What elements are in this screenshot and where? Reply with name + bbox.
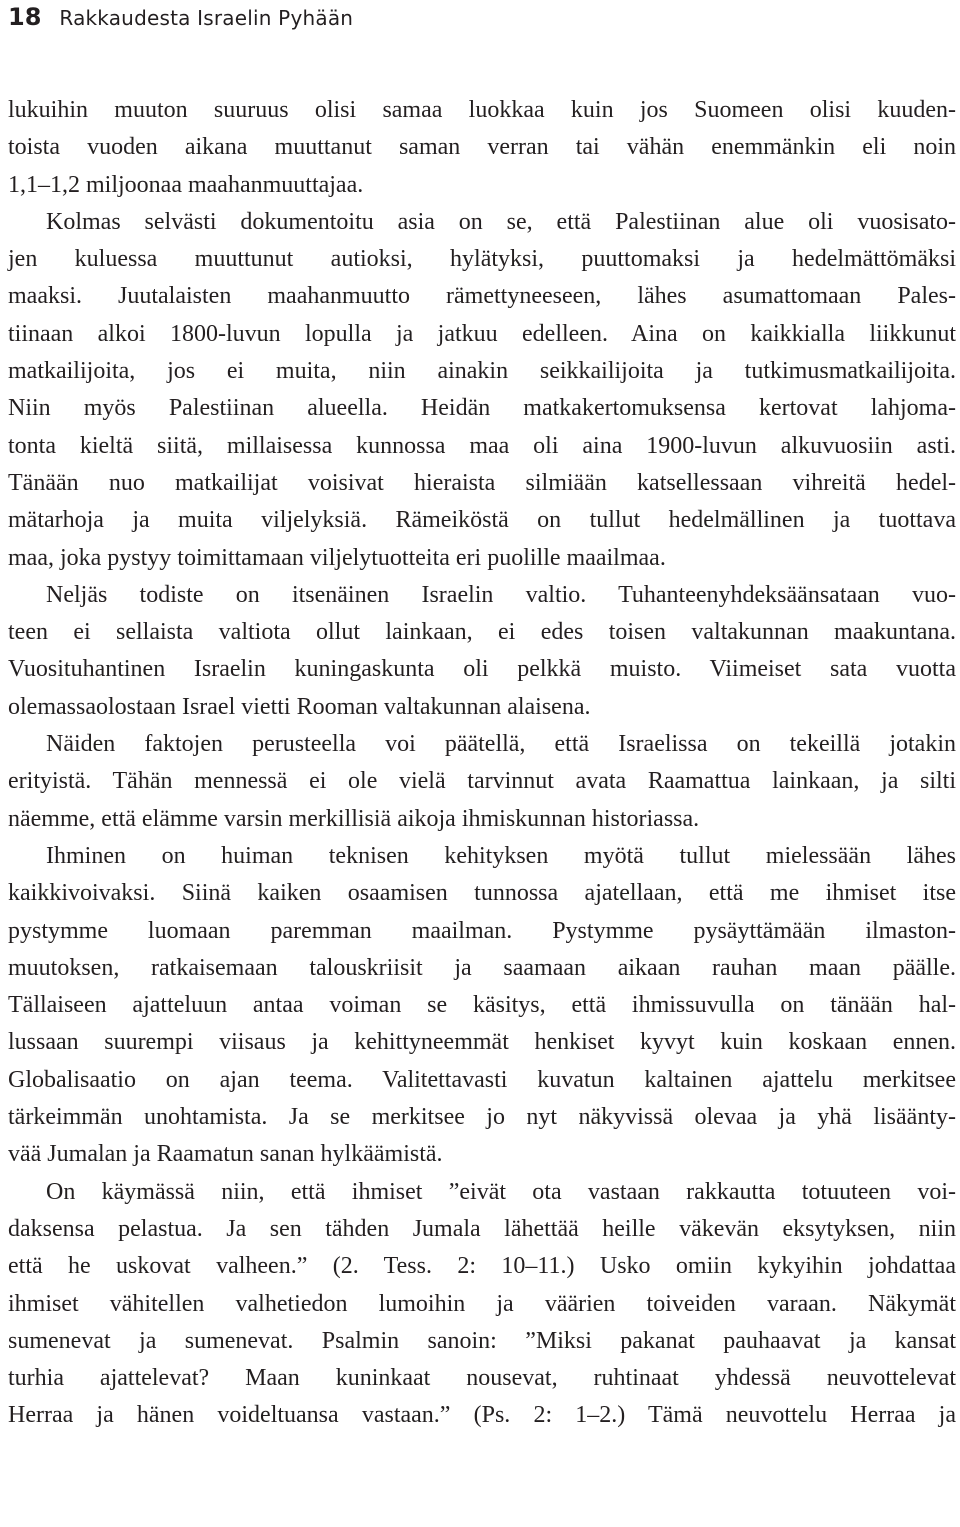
- text-line: muutoksen, ratkaisemaan talouskriisit ja saamaan aikaan rauhan maan päälle.: [8, 954, 956, 981]
- text-line: Tänään nuo matkailijat voisivat hieraista silmiään katsellessaan vihreitä hedel-: [8, 469, 956, 496]
- text-line: lukuihin muuton suuruus olisi samaa luokkaa kuin jos Suomeen olisi kuuden-: [8, 97, 956, 123]
- text-line: matkailijoita, jos ei muita, niin ainakin seikkailijoita ja tutkimusmatkailijoita.: [8, 358, 956, 385]
- running-title: Rakkaudesta Israelin Pyhään: [59, 6, 354, 30]
- page-number: 18: [8, 3, 42, 31]
- text-line: sumenevat ja sumenevat. Psalmin sanoin: ”Miksi pakanat pauhaavat ja kansat: [8, 1327, 956, 1354]
- text-line: Herraa ja hänen voideltuansa vastaan.” (Ps. 2: 1–2.) Tämä neuvottelu Herraa ja: [8, 1402, 956, 1429]
- text-line: turhia ajattelevat? Maan kuninkaat nousevat, ruhtinaat yhdessä neuvottelevat: [8, 1365, 956, 1392]
- text-line: toista vuoden aikana muuttanut saman verran tai vähän enemmänkin eli noin: [8, 134, 956, 161]
- text-line: ihmiset vähitellen valhetiedon lumoihin ja väärien toiveiden varaan. Näkymät: [8, 1290, 956, 1317]
- text-line: Kolmas selvästi dokumentoitu asia on se, että Palestiinan alue oli vuosisato-: [46, 208, 956, 235]
- text-line: Tällaiseen ajatteluun antaa voiman se käsitys, että ihmissuvulla on tänään hal-: [8, 992, 956, 1019]
- text-line: kaikkivoivaksi. Siinä kaiken osaamisen tunnossa ajatellaan, että me ihmiset itse: [8, 880, 956, 907]
- text-line: Vuosituhantinen Israelin kuningaskunta oli pelkkä muisto. Viimeiset sata vuotta: [8, 656, 956, 683]
- text-line: vää Jumalan ja Raamatun sanan hylkäämistä.: [8, 1141, 443, 1168]
- text-line: Globalisaatio on ajan teema. Valitettavasti kuvatun kaltainen ajattelu merkitsee: [8, 1066, 956, 1093]
- text-line: maa, joka pystyy toimittamaan viljelytuotteita eri puolille maailmaa.: [8, 544, 666, 571]
- body-text: [8, 92, 956, 1435]
- text-line: tärkeimmän unohtamista. Ja se merkitsee jo nyt näkyvissä olevaa ja yhä lisäänty-: [8, 1104, 956, 1131]
- text-line: maaksi. Juutalaisten maahanmuutto rämettyneeseen, lähes asumattomaan Pales-: [8, 283, 956, 310]
- text-line: Näiden faktojen perusteella voi päätellä, että Israelissa on tekeillä jotakin: [46, 731, 956, 758]
- text-line: näemme, että elämme varsin merkillisiä aikoja ihmiskunnan historiassa.: [8, 805, 700, 832]
- text-line: daksensa pelastua. Ja sen tähden Jumala lähettää heille väkevän eksytyksen, niin: [8, 1215, 956, 1242]
- text-line: 1,1–1,2 miljoonaa maahanmuuttajaa.: [8, 171, 364, 198]
- text-line: jen kuluessa muuttunut autioksi, hylätyksi, puuttomaksi ja hedelmättömäksi: [8, 246, 956, 273]
- page-header: [8, 0, 353, 34]
- text-line: Ihminen on huiman teknisen kehityksen myötä tullut mielessään lähes: [46, 842, 956, 869]
- text-line: erityistä. Tähän mennessä ei ole vielä tarvinnut avata Raamattua lainkaan, ja silti: [8, 768, 956, 795]
- text-line: tiinaan alkoi 1800-luvun lopulla ja jatkuu edelleen. Aina on kaikkialla liikkunut: [8, 320, 956, 347]
- text-line: tonta kieltä siitä, millaisessa kunnossa maa oli aina 1900-luvun alkuvuosiin asti.: [8, 432, 956, 459]
- text-line: teen ei sellaista valtiota ollut lainkaan, ei edes toisen valtakunnan maakuntana.: [8, 619, 956, 646]
- text-line: Neljäs todiste on itsenäinen Israelin valtio. Tuhanteenyhdeksäänsataan vuo-: [46, 581, 956, 608]
- text-line: On käymässä niin, että ihmiset ”eivät ota vastaan rakkautta totuuteen voi-: [46, 1178, 956, 1205]
- text-line: että he uskovat valheen.” (2. Tess. 2: 10–11.) Usko omiin kykyihin johdattaa: [8, 1253, 956, 1280]
- text-line: pystymme luomaan paremman maailman. Pystymme pysäyttämään ilmaston-: [8, 917, 956, 944]
- text-line: mätarhoja ja muita viljelyksiä. Rämeiköstä on tullut hedelmällinen ja tuottava: [8, 507, 956, 534]
- text-line: lussaan suurempi viisaus ja kehittyneemmät henkiset kyvyt kuin koskaan ennen.: [8, 1029, 956, 1056]
- text-line: olemassaolostaan Israel vietti Rooman valtakunnan alaisena.: [8, 693, 591, 720]
- text-line: Niin myös Palestiinan alueella. Heidän matkakertomuksensa kertovat lahjoma-: [8, 395, 956, 422]
